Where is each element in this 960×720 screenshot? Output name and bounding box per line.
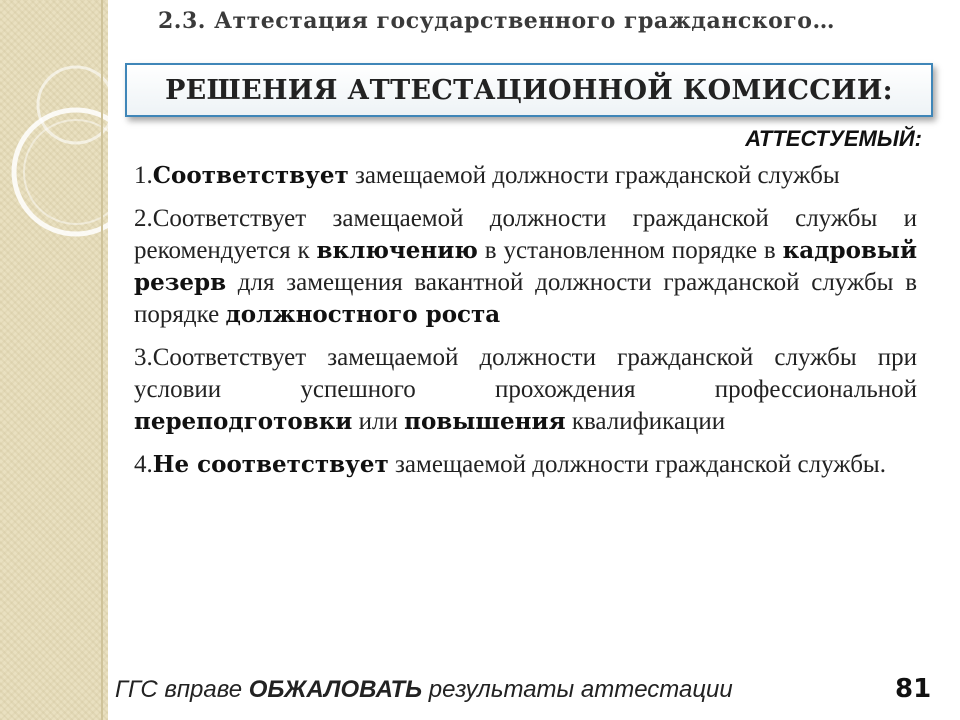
item-emphasis: переподготовки — [134, 408, 353, 435]
item-emphasis: кадровый резерв — [134, 237, 918, 296]
slide-title: РЕШЕНИЯ АТТЕСТАЦИОННОЙ КОМИССИИ: — [165, 74, 893, 106]
item-emphasis: повышения — [404, 408, 566, 435]
footer-text: результаты аттестации — [422, 676, 733, 703]
slide-number: 81 — [895, 674, 932, 704]
item-text: замещаемой должности гражданской службы. — [388, 451, 886, 478]
decision-item-3 — [134, 342, 917, 438]
item-text: замещаемой должности гражданской службы — [348, 162, 840, 189]
decision-item-4 — [134, 449, 917, 481]
item-text: 4. — [134, 451, 153, 478]
item-emphasis: Не соответствует — [152, 451, 389, 478]
item-text: для замещения вакантной должности гражданской службы в порядке — [134, 269, 917, 328]
decision-item-1 — [134, 160, 917, 192]
item-text: 1. — [134, 162, 153, 189]
footer-emphasis: ОБЖАЛОВАТЬ — [248, 676, 423, 703]
decision-item-2 — [134, 203, 917, 331]
item-text: 2.Соответствует замещаемой должности гражданской службы и рекомендуется к — [134, 205, 917, 264]
item-emphasis: включению — [316, 237, 478, 264]
item-emphasis: Соответствует — [152, 162, 349, 189]
appeal-note — [115, 676, 905, 704]
item-emphasis: должностного роста — [225, 301, 501, 328]
decision-list — [134, 160, 917, 492]
item-text: квалификации — [565, 408, 726, 435]
footer-text: ГГС вправе — [115, 676, 249, 703]
section-heading: 2.3. Аттестация государственного гражданского… — [158, 8, 835, 34]
subject-label-text: АТТЕСТУЕМЫЙ — [745, 126, 915, 151]
subject-label-colon: : — [914, 126, 922, 151]
item-text: 3.Соответствует замещаемой должности гражданской службы при условии успешного прохождения профессиональной — [134, 344, 917, 403]
decorative-rings — [0, 0, 108, 720]
subject-label — [560, 126, 922, 152]
slide-title-box — [125, 63, 933, 117]
item-text: или — [352, 408, 405, 435]
item-text: в установленном порядке в — [477, 237, 783, 264]
decorative-side-band — [0, 0, 108, 720]
